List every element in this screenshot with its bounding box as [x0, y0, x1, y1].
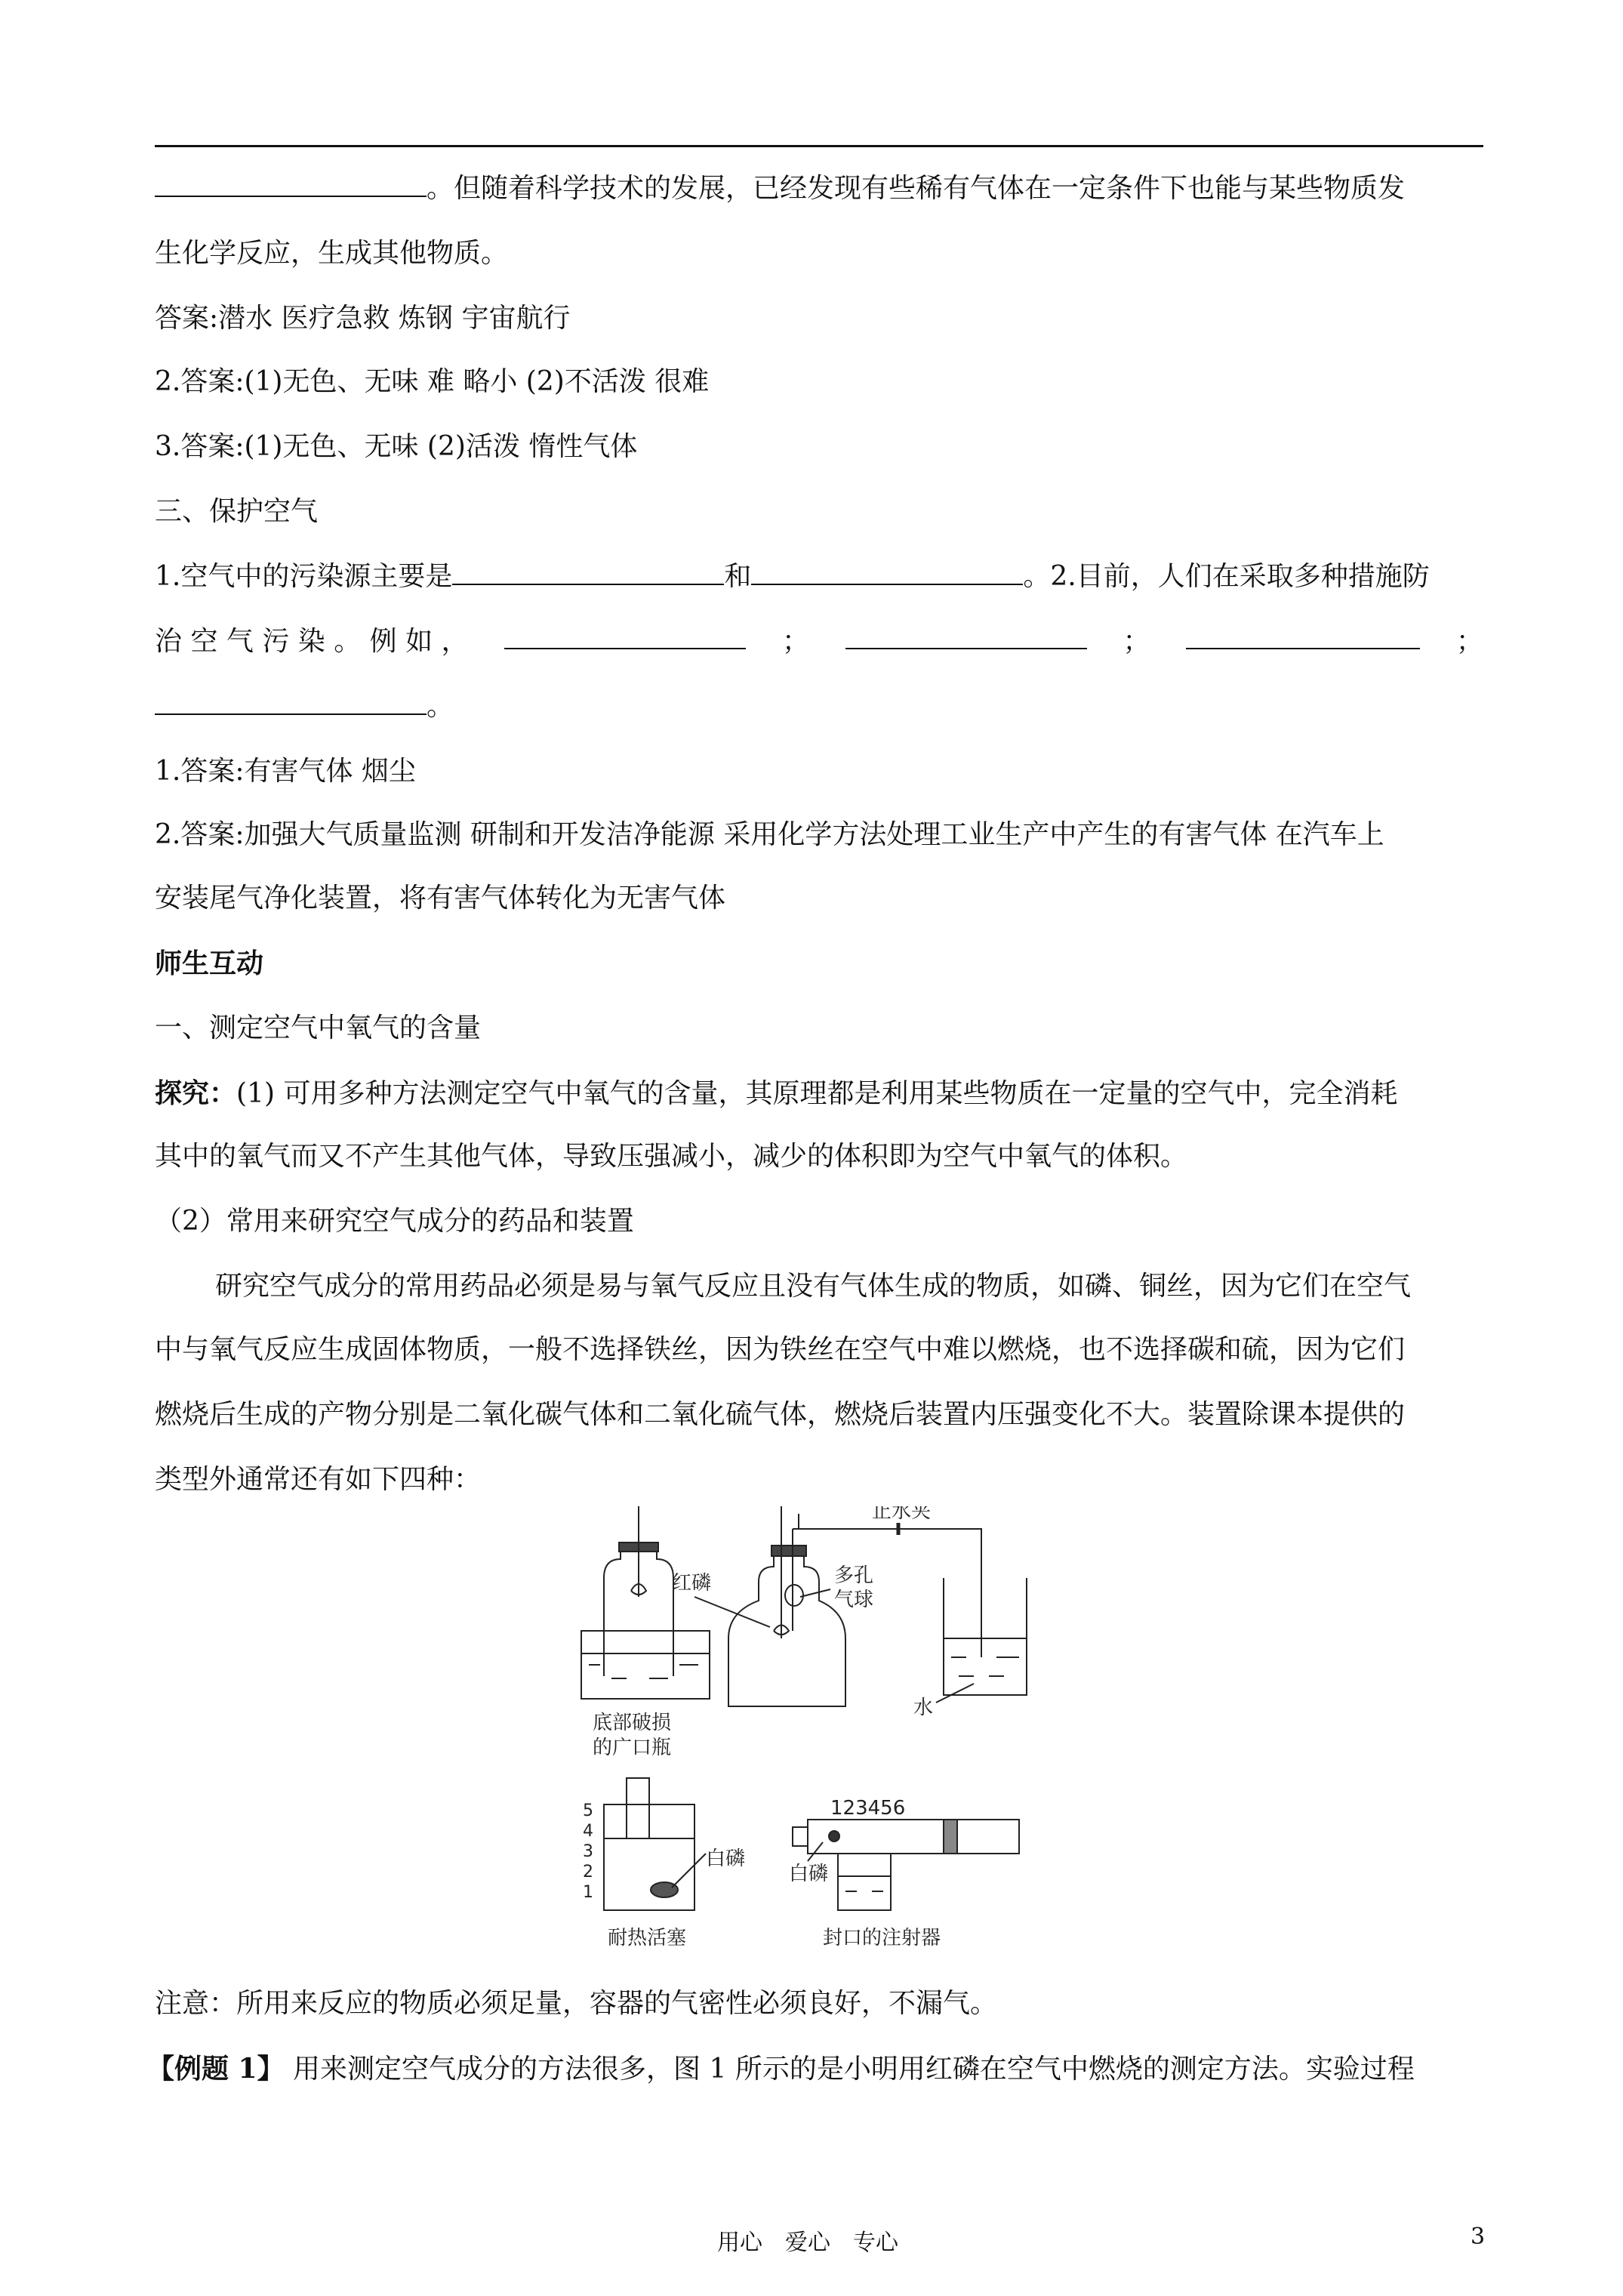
fill-blank: [1186, 625, 1420, 649]
scale-label: 5: [583, 1801, 593, 1820]
paragraph-line-4: 类型外通常还有如下四种：: [155, 1464, 482, 1495]
label-porous: 多孔: [834, 1564, 874, 1587]
text-line-1: 。但随着科学技术的发展，已经发现有些稀有气体在一定条件下也能与某些物质发: [155, 172, 1405, 205]
label-red-phosphorus: 红磷: [672, 1572, 712, 1595]
paragraph-line-1: 研究空气成分的常用药品必须是易与氧气反应且没有气体生成的物质，如磷、铜丝，因为它们在空气: [215, 1271, 1412, 1302]
question-line-1: 1.空气中的污染源主要是 和 。2.目前，人们在采取多种措施防: [155, 561, 1430, 592]
explore-line-2: 其中的氧气而又不产生其他气体，导致压强减小，减少的体积即为空气中氧气的体积。: [155, 1141, 1188, 1172]
label-water-clamp: 止水夹: [872, 1506, 932, 1523]
label-white-phosphorus-2: 白磷: [789, 1863, 829, 1885]
scale-label: 2: [583, 1863, 593, 1881]
section-heading-interaction: 师生互动: [155, 948, 264, 979]
section-heading-oxygen: 一、测定空气中氧气的含量: [155, 1012, 482, 1043]
paragraph-line-3: 燃烧后生成的产物分别是二氧化碳气体和二氧化硫气体，燃烧后装置内压强变化不大。装置除课本提供的: [155, 1399, 1406, 1430]
label-balloon: 气球: [834, 1589, 874, 1611]
label-white-phosphorus: 白磷: [706, 1848, 746, 1870]
answer-line-5-cont: 安装尾气净化装置，将有害气体转化为无害气体: [155, 883, 726, 914]
subheading-reagents: （2）常用来研究空气成分的药品和装置: [155, 1206, 634, 1237]
label-broken-bottom: 底部破损: [593, 1712, 672, 1734]
example-line: 【例题 1】 用来测定空气成分的方法很多，图 1 所示的是小明用红磷在空气中燃烧的测定方法。实验过程: [147, 2053, 1415, 2085]
text-line-2: 生化学反应，生成其他物质。: [155, 238, 509, 269]
page-number: 3: [1471, 2224, 1486, 2250]
fill-blank: [504, 625, 746, 649]
footer-motto: 用心 爱心 专心: [717, 2230, 898, 2256]
fill-blank: [452, 561, 724, 585]
explore-line-1: 探究：(1) 可用多种方法测定空气中氧气的含量，其原理都是利用某些物质在一定量的空气中，完全消耗: [155, 1077, 1398, 1109]
question-line-3: 。: [155, 690, 454, 723]
answer-line-3: 3.答案:(1)无色、无味 (2)活泼 惰性气体: [155, 431, 638, 462]
label-heat-resistant-piston: 耐热活塞: [608, 1927, 687, 1949]
paragraph-line-2: 中与氧气反应生成固体物质，一般不选择铁丝，因为铁丝在空气中难以燃烧，也不选择碳和硫，因为它们: [155, 1334, 1406, 1365]
answer-line-2: 2.答案:(1)无色、无味 难 略小 (2)不活泼 很难: [155, 366, 710, 397]
label-sealed-syringe: 封口的注射器: [823, 1927, 941, 1949]
fill-blank: [751, 561, 1023, 585]
scale-label: 1: [583, 1883, 593, 1902]
fill-blank: [845, 625, 1087, 649]
apparatus-figure: [574, 1506, 1042, 1967]
note-line: 注意：所用来反应的物质必须足量，容器的气密性必须良好，不漏气。: [155, 1988, 998, 2019]
device-sealed-syringe: [789, 1797, 1019, 1949]
device-piston-tube: [583, 1778, 745, 1949]
header-rule: [155, 145, 1483, 147]
answer-line: 答案:潜水 医疗急救 炼钢 宇宙航行: [155, 303, 571, 334]
device-flask-balloon: [672, 1506, 1027, 1719]
fill-blank: [155, 691, 427, 715]
scale-label: 4: [583, 1822, 593, 1841]
device-broken-jar: [581, 1506, 710, 1759]
scale-label: 3: [583, 1842, 593, 1861]
question-line-2: 治 空 气 污 染 。 例 如 ， ； ； ；: [155, 626, 1483, 657]
answer-line-4: 1.答案:有害气体 烟尘: [155, 756, 416, 787]
answer-line-5: 2.答案:加强大气质量监测 研制和开发洁净能源 采用化学方法处理工业生产中产生的有害气体 在汽车上: [155, 819, 1384, 850]
label-wide-mouth-bottle: 的广口瓶: [593, 1737, 672, 1759]
syringe-scale: 123456: [830, 1797, 906, 1820]
section-heading-protect-air: 三、保护空气: [155, 496, 319, 527]
label-water: 水: [913, 1697, 934, 1719]
fill-blank: [155, 173, 427, 197]
